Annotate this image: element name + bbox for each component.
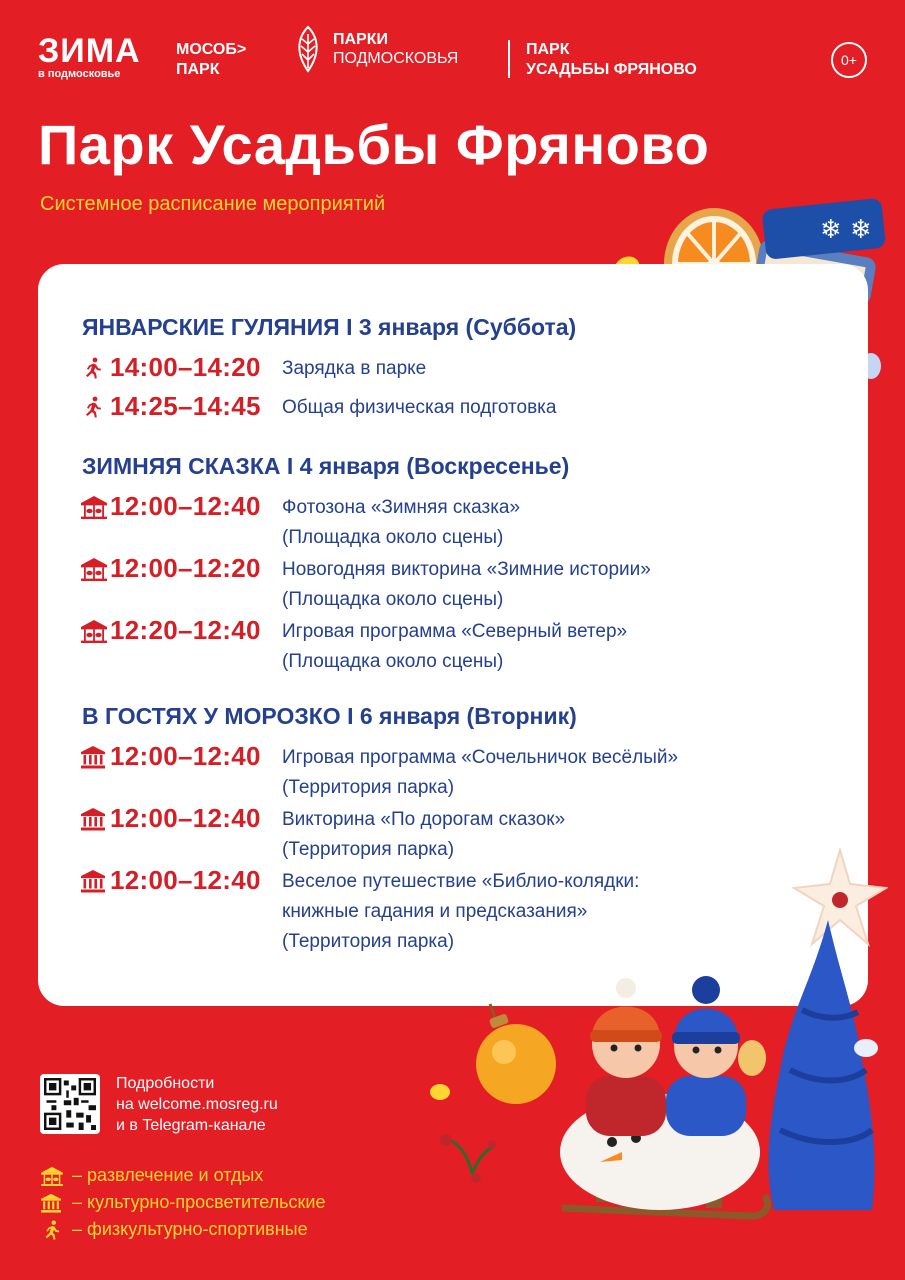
event-time: 12:00–12:40	[110, 491, 261, 521]
event-location: (Площадка около сцены)	[282, 527, 504, 548]
header	[38, 22, 867, 92]
mosobpark-logo-line1: МОСОБ>	[176, 41, 247, 58]
running-icon	[80, 355, 110, 381]
event-row	[80, 491, 520, 553]
park-name-logo	[526, 40, 697, 80]
section-heading-jan4: ЗИМНЯЯ СКАЗКА I 4 января (Воскресенье)	[82, 453, 570, 479]
museum-icon	[80, 868, 110, 894]
event-row	[80, 553, 651, 615]
event-time: 12:00–12:40	[110, 865, 261, 895]
legend-label: – развлечение и отдых	[72, 1165, 264, 1185]
page-title: Парк Усадьбы Фряново	[38, 113, 710, 176]
carousel-icon	[80, 494, 110, 520]
carousel-icon	[40, 1166, 66, 1186]
carousel-icon	[80, 618, 110, 644]
running-icon	[40, 1219, 66, 1241]
event-title: Общая физическая подготовка	[282, 397, 557, 418]
christmas-ornament-decoration	[466, 1000, 566, 1108]
details-line1: Подробности	[116, 1075, 215, 1092]
event-title-continued: книжные гадания и предсказания»	[282, 901, 588, 922]
parki-podmoskovya-logo	[293, 24, 458, 74]
event-time: 14:25–14:45	[110, 391, 261, 421]
details-telegram-link[interactable]: и в Telegram-канале	[116, 1117, 266, 1134]
event-title: Игровая программа «Сочельничок весёлый»	[282, 747, 679, 768]
park-name-line2: УСАДЬБЫ ФРЯНОВО	[526, 61, 697, 78]
event-time: 12:20–12:40	[110, 615, 261, 645]
leaf-logo-icon	[293, 24, 323, 74]
legend-label: – физкультурно-спортивные	[72, 1219, 308, 1239]
qr-code-icon[interactable]	[40, 1074, 100, 1134]
event-location: (Территория парка)	[282, 839, 455, 860]
event-title: Игровая программа «Северный ветер»	[282, 621, 628, 642]
event-title: Зарядка в парке	[282, 358, 427, 379]
museum-icon	[40, 1193, 66, 1213]
event-location: (Площадка около сцены)	[282, 651, 504, 672]
event-title: Веселое путешествие «Библио-колядки:	[282, 871, 640, 892]
page-subtitle: Системное расписание мероприятий	[40, 193, 386, 215]
event-row	[80, 615, 627, 677]
event-title: Фотозона «Зимняя сказка»	[282, 497, 521, 518]
event-time: 12:00–12:40	[110, 803, 261, 833]
section-heading-jan6: В ГОСТЯХ У МОРОЗКО I 6 января (Вторник)	[82, 703, 577, 729]
icon-legend	[40, 1162, 326, 1243]
holly-berries-decoration	[438, 1128, 498, 1184]
details-website-link[interactable]: на welcome.mosreg.ru	[116, 1096, 278, 1113]
event-row	[80, 352, 426, 384]
carousel-icon	[80, 556, 110, 582]
event-location: (Территория парка)	[282, 931, 455, 952]
details-info	[116, 1073, 278, 1136]
legend-item-cultural	[40, 1189, 326, 1216]
event-location: (Площадка около сцены)	[282, 589, 504, 610]
mosobpark-logo-line2: ПАРК	[176, 61, 220, 78]
parki-logo-line1: ПАРКИ	[333, 31, 388, 48]
event-title: Викторина «По дорогам сказок»	[282, 809, 566, 830]
museum-icon	[80, 806, 110, 832]
event-row	[80, 803, 565, 865]
legend-item-sports	[40, 1216, 326, 1243]
mosobpark-logo	[176, 40, 246, 80]
kids-on-sled-decoration	[556, 926, 786, 1246]
header-divider	[508, 40, 510, 78]
park-name-line1: ПАРК	[526, 41, 570, 58]
schedule-card	[38, 264, 868, 1006]
zima-logo-subtitle: в подмосковье	[38, 68, 121, 80]
zima-logo-title: ЗИМА	[38, 32, 141, 70]
zima-logo	[38, 32, 141, 80]
event-time: 12:00–12:40	[110, 741, 261, 771]
legend-label: – культурно-просветительские	[72, 1192, 326, 1212]
event-time: 14:00–14:20	[110, 352, 261, 382]
event-location: (Территория парка)	[282, 777, 455, 798]
section-heading-jan3: ЯНВАРСКИЕ ГУЛЯНИЯ I 3 января (Суббота)	[82, 314, 577, 340]
legend-item-entertainment	[40, 1162, 326, 1189]
age-rating-badge: 0+	[831, 42, 867, 78]
parki-logo-line2: ПОДМОСКОВЬЯ	[333, 50, 459, 67]
event-title: Новогодняя викторина «Зимние истории»	[282, 559, 651, 580]
event-row	[80, 741, 678, 803]
event-row	[80, 391, 556, 423]
running-icon	[80, 394, 110, 420]
museum-icon	[80, 744, 110, 770]
svg-text:❄ ❄: ❄ ❄	[820, 215, 872, 245]
snow-dots-decoration	[426, 1080, 466, 1110]
event-time: 12:00–12:20	[110, 553, 261, 583]
